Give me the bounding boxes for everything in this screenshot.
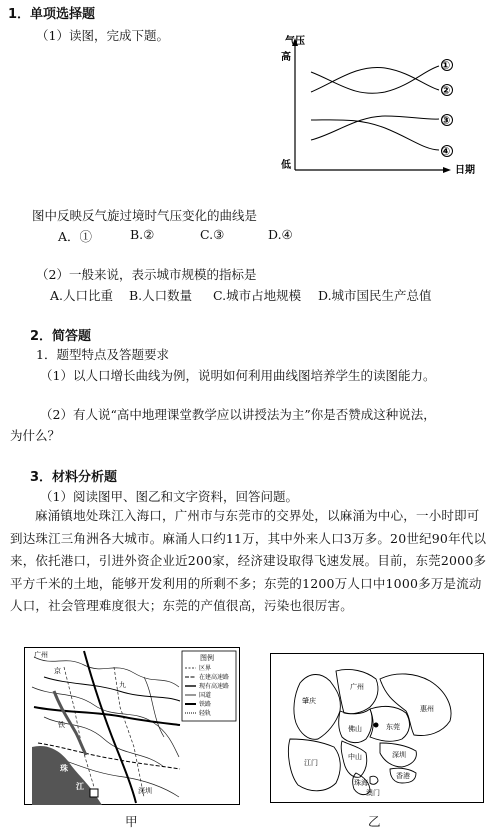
section3-title: 3．材料分析题 — [30, 470, 118, 485]
section2-q2-line1: （2）有人说“高中地理课堂教学应以讲授法为主”你是否赞成这种说法， — [40, 407, 436, 422]
q1-prompt: （1）读图，完成下题。 — [36, 28, 169, 43]
q1-option-b: B.② — [130, 227, 155, 242]
curve-label-4: ④ — [441, 145, 451, 158]
x-axis — [295, 167, 451, 173]
place-hongkong: 香港 — [396, 772, 410, 780]
legend-title: 图例 — [200, 654, 214, 662]
q1-question: 图中反映反气旋过境时气压变化的曲线是 — [32, 208, 258, 223]
place-guangzhou: 广州 — [350, 683, 364, 691]
q2-option-c: C.城市占地规模 — [213, 288, 302, 303]
curve-label-1: ① — [441, 59, 451, 72]
place-shenzhen: 深圳 — [138, 787, 152, 795]
place-zhaoqing: 肇庆 — [302, 697, 316, 705]
legend-item-5: 轻轨 — [199, 710, 212, 717]
y-axis-label: 气压 — [285, 36, 305, 47]
section2-subtitle: 1．题型特点及答题要求 — [36, 347, 169, 362]
q2-option-a: A.人口比重 — [50, 288, 114, 303]
place-tie: 铁 — [58, 721, 65, 729]
place-zhongshan: 中山 — [348, 753, 362, 761]
q2-prompt: （2）一般来说，表示城市规模的指标是 — [36, 267, 257, 282]
place-macau: 澳门 — [366, 789, 380, 797]
place-jiang: 江 — [76, 782, 84, 791]
place-foshan: 佛山 — [348, 725, 362, 733]
legend-item-4: 铁路 — [199, 701, 212, 708]
curve-label-3: ③ — [441, 114, 451, 127]
place-dongguan: 东莞 — [386, 723, 400, 731]
mayong-dot — [374, 723, 379, 728]
pressure-diagram — [275, 34, 480, 174]
q1-option-d: D.④ — [268, 227, 293, 242]
section2-title: 2．简答题 — [30, 329, 92, 344]
curve-label-4-marker — [441, 145, 453, 158]
y-axis — [292, 38, 298, 170]
legend — [182, 651, 236, 721]
curve-label-1-marker — [441, 59, 453, 72]
q2-option-d: D.城市国民生产总值 — [318, 288, 432, 303]
x-axis-label: 日期 — [455, 165, 475, 174]
place-shenzhen: 深圳 — [392, 751, 406, 759]
legend-item-3: 国道 — [199, 692, 212, 699]
map-jia-caption: 甲 — [125, 814, 138, 829]
curve-4 — [311, 120, 439, 150]
map-jia — [24, 647, 240, 805]
curve-label-2: ② — [441, 84, 451, 97]
humen-marker — [90, 789, 98, 797]
place-zhu: 珠 — [60, 764, 68, 773]
curve-label-2-marker — [441, 84, 453, 97]
section2-q2-line2: 为什么？ — [10, 428, 61, 443]
curve-1 — [311, 66, 439, 93]
map-yi — [270, 653, 484, 803]
y-low-label: 低 — [281, 160, 291, 171]
legend-item-1: 在建高速路 — [199, 674, 230, 681]
legend-item-0: 区界 — [199, 665, 212, 672]
curve-2 — [311, 67, 439, 92]
section2-q1: （1）以人口增长曲线为例，说明如何利用曲线图培养学生的读图能力。 — [40, 368, 436, 383]
place-jing: 京 — [54, 667, 61, 675]
map-yi-caption: 乙 — [368, 814, 381, 829]
place-jiu: 九 — [119, 681, 126, 689]
curve-label-3-marker — [441, 114, 453, 127]
section1-title: 1．单项选择题 — [8, 7, 96, 22]
section3-prompt: （1）阅读图甲、图乙和文字资料，回答问题。 — [40, 489, 298, 504]
place-zhuhai: 珠海 — [354, 779, 368, 787]
place-huizhou: 惠州 — [420, 705, 434, 713]
q1-option-a: A．① — [58, 229, 93, 244]
section3-passage: 麻涌镇地处珠江入海口，广州市与东莞市的交界处，以麻涌为中心，一小时即可到达珠江三角洲各大城市。麻涌人口约11万，其中外来人口3万多。20世纪90年代以来，依托港口，引进外资企业近200家，经济建设取得飞速发展。目前，东莞2000多平方千米的土地，能够开发利用的所剩不多；东莞的1200万人口中1000多万是流动人口，社会管理难度很大；东莞的产值很高，污染也很厉害。 — [10, 508, 487, 613]
q2-option-b: B.人口数量 — [129, 288, 193, 303]
legend-item-2: 现有高速路 — [199, 683, 230, 690]
place-guangzhou: 广州 — [34, 651, 48, 659]
y-high-label: 高 — [281, 52, 291, 63]
q1-option-c: C.③ — [200, 227, 225, 242]
place-jiangmen: 江门 — [304, 759, 318, 767]
